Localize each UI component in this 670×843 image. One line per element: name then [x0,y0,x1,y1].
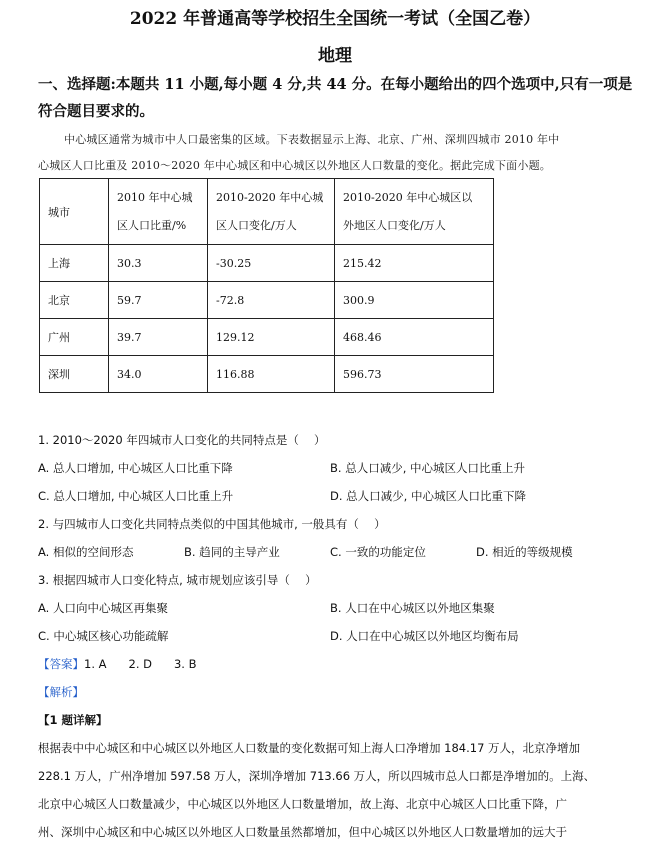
question-1-detail-label: 【1 题详解】 [38,713,108,727]
cell-ratio: 39.7 [109,319,208,356]
cell-city: 北京 [40,282,109,319]
answer-2: 2. D [128,657,152,671]
cell-outer-change: 300.9 [335,282,494,319]
cell-city: 广州 [40,319,109,356]
question-2-option-c: C. 一致的功能定位 [330,545,426,559]
cell-ratio: 59.7 [109,282,208,319]
table-row [40,282,494,319]
analysis-line3: 北京中心城区人口数量减少，中心城区以外地区人口数量增加，故上海、北京中心城区人口比重下降，广 [38,797,567,811]
cell-city: 深圳 [40,356,109,393]
subject-title: 地理 [318,46,352,66]
answer-label: 【答案】 [38,657,84,671]
cell-city: 上海 [40,245,109,282]
answer-line [38,656,197,672]
answer-1: 1. A [84,657,107,671]
question-2-option-a: A. 相似的空间形态 [38,545,134,559]
intro-line2: 心城区人口比重及 2010～2020 年中心城区和中心城区以外地区人口数量的变化。据此完成下面小题。 [38,159,551,172]
section-heading-line2: 符合题目要求的。 [38,103,154,120]
cell-ratio: 30.3 [109,245,208,282]
analysis-label: 【解析】 [38,685,84,699]
table-row [40,319,494,356]
question-3-stem: 3. 根据四城市人口变化特点, 城市规划应该引导（ ） [38,573,317,587]
cell-center-change: 116.88 [208,356,335,393]
table-row [40,245,494,282]
header-center-change: 2010-2020 年中心城 区人口变化/万人 [208,179,335,245]
cell-center-change: -72.8 [208,282,335,319]
cell-ratio: 34.0 [109,356,208,393]
header-city: 城市 [40,179,109,245]
question-1-option-c: C. 总人口增加, 中心城区人口比重上升 [38,489,234,503]
question-3-option-d: D. 人口在中心城区以外地区均衡布局 [330,629,519,643]
exam-title: 2022 年普通高等学校招生全国统一考试（全国乙卷） [129,9,541,29]
question-1-option-a: A. 总人口增加, 中心城区人口比重下降 [38,461,233,475]
cell-center-change: 129.12 [208,319,335,356]
question-2-option-d: D. 相近的等级规模 [476,545,573,559]
analysis-line2: 228.1 万人，广州净增加 597.58 万人，深圳净增加 713.66 万人，所以四城市总人口都是净增加的。上海、 [38,769,596,783]
analysis-line1: 根据表中中心城区和中心城区以外地区人口数量的变化数据可知上海人口净增加 184.17 万人，北京净增加 [38,741,581,755]
question-1-option-b: B. 总人口减少, 中心城区人口比重上升 [330,461,526,475]
cell-outer-change: 215.42 [335,245,494,282]
question-1-stem: 1. 2010～2020 年四城市人口变化的共同特点是（ ） [38,433,326,447]
question-1-option-d: D. 总人口减少, 中心城区人口比重下降 [330,489,526,503]
table-row [40,356,494,393]
question-2-option-b: B. 趋同的主导产业 [184,545,280,559]
question-3-option-b: B. 人口在中心城区以外地区集聚 [330,601,495,615]
cell-outer-change: 468.46 [335,319,494,356]
cell-outer-change: 596.73 [335,356,494,393]
analysis-line4: 州、深圳中心城区和中心城区以外地区人口数量虽然都增加，但中心城区以外地区人口数量增加的远大于 [38,825,567,839]
table-header-row [40,179,494,245]
header-outer-change: 2010-2020 年中心城区以 外地区人口变化/万人 [335,179,494,245]
question-3-option-c: C. 中心城区核心功能疏解 [38,629,169,643]
section-heading-line1: 一、选择题:本题共 11 小题,每小题 4 分,共 44 分。在每小题给出的四个选项中,只有一项是 [38,76,633,93]
population-table [39,178,494,393]
cell-center-change: -30.25 [208,245,335,282]
intro-line1: 中心城区通常为城市中人口最密集的区域。下表数据显示上海、北京、广州、深圳四城市 2010 年中 [64,133,560,146]
question-3-option-a: A. 人口向中心城区再集聚 [38,601,168,615]
question-2-stem: 2. 与四城市人口变化共同特点类似的中国其他城市, 一般具有（ ） [38,517,386,531]
answer-3: 3. B [173,657,197,671]
header-ratio: 2010 年中心城 区人口比重/% [109,179,208,245]
